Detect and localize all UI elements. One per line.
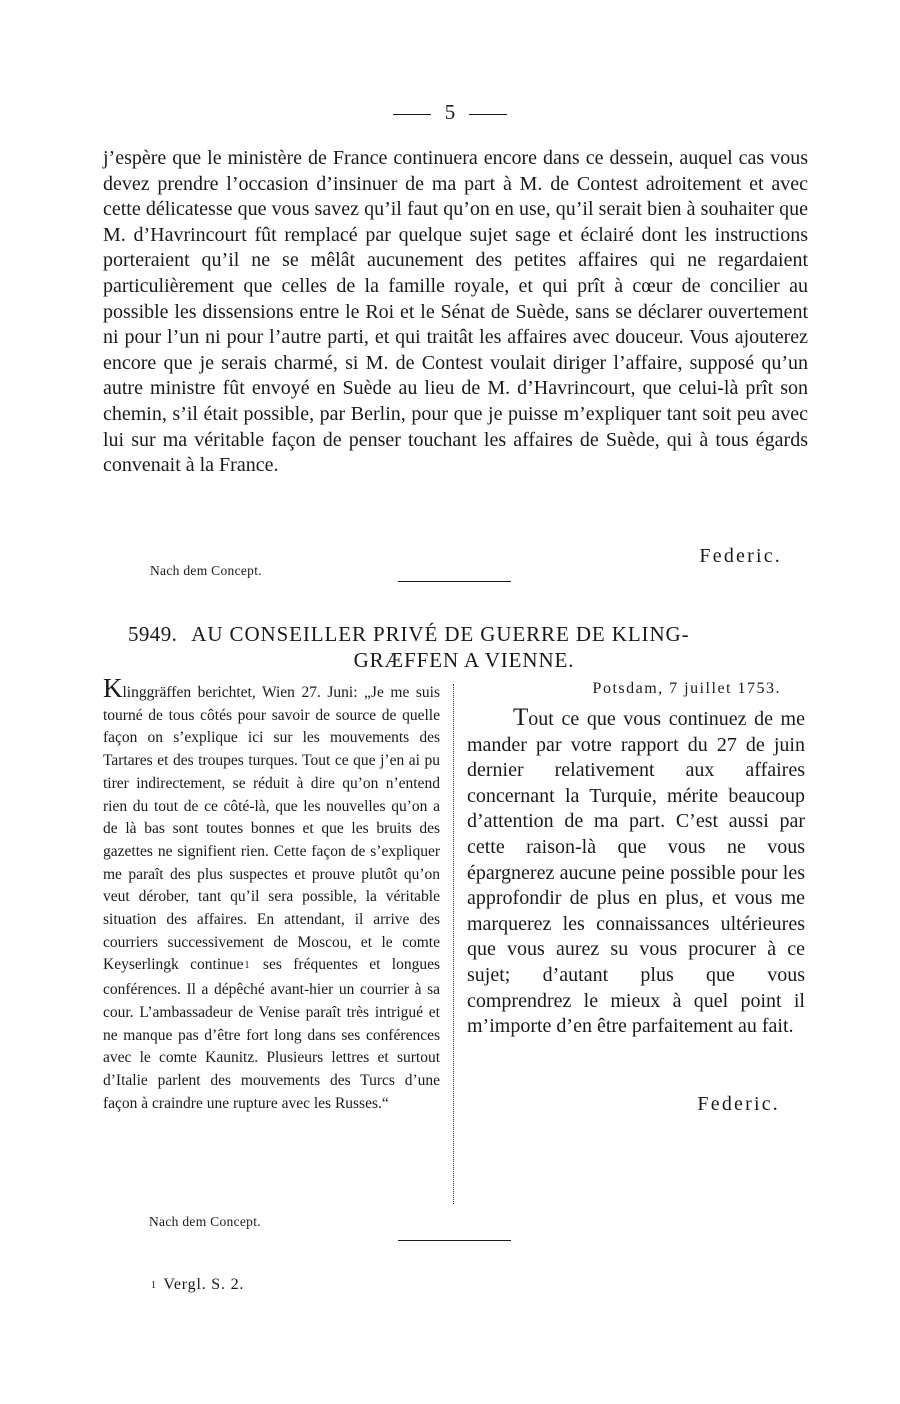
footnote-separator-rule — [398, 1240, 511, 1241]
report-drop-cap: K — [103, 673, 123, 703]
page-number-dash-left — [393, 114, 431, 115]
reply-initial: T — [513, 704, 529, 731]
document-source-note: Nach dem Concept. — [149, 1214, 261, 1229]
footnote-text: Vergl. S. 2. — [163, 1276, 245, 1293]
footnote — [150, 1276, 244, 1294]
reply-letter-column — [467, 705, 805, 1040]
report-text-part-1: linggräffen berichtet, Wien 27. Juni: „Je me suis tourné de tous côtés pour savoir de source de quelle façon on s’explique ici sur les mouvements des Tartares et des troupes turques. Tout ce que j’en ai pu tirer indirectement, se réduit à dire qu’on n’entend rien du tout de ce côté-là, que les nouvelles qu’on a de là bas sont toutes bonnes et que les bruits des gazettes ne signifient rien. Cette façon de s’expliquer me paraît des plus suspectes et prouve plutôt qu’on veut dérober, tant qu’il sera possible, la véritable situation des affaires. En attendant, il arrive des courriers successivement de Moscou, et le comte Keyserlingk continue — [103, 684, 440, 974]
column-divider — [453, 684, 454, 1204]
footnote-marker: 1 — [151, 1280, 157, 1291]
previous-letter-body: j’espère que le ministère de France continuera encore dans ce dessein, auquel cas vous devez prendre l’occasion d’insinuer de ma part à M. de Contest adroitement et avec cette délicatesse que vous savez qu’il faut qu’on en use, qu’il serait bien à souhaiter que M. d’Havrincourt fût remplacé par quelque sujet sage et éclairé dont les instructions porteraient qu’il ne se mêlât aucunement des petites affaires qui ne regardaient particulièrement que celles de la famille royale, et qui prît à cœur de concilier au possible les dissensions entre le Roi et le Sénat de Suède, sans se déclarer ouvertement ni pour l’un ni pour l’autre parti, et qui traitât les affaires avec douceur. Vous ajouterez encore que je serais charmé, si M. de Contest voulait diriger l’affaire, supposé qu’un autre ministre fût envoyé en Suède au lieu de M. d’Havrincourt, que celui-là prît son chemin, s’il était possible, par Berlin, pour que je puisse m’expliquer tant soit peu avec lui sur ma véritable façon de penser touchant les affaires de Suède, qui à tous égards convenait à la France. — [103, 147, 808, 477]
report-summary-column — [103, 673, 440, 1115]
reply-dateline: Potsdam, 7 juillet 1753. — [592, 680, 781, 697]
document-heading-line-1: AU CONSEILLER PRIVÉ DE GUERRE DE KLING- — [191, 622, 690, 646]
footnote-reference: 1 — [244, 960, 250, 972]
document-heading-line-2: GRÆFFEN A VIENNE. — [353, 648, 575, 672]
page-number-value: 5 — [444, 100, 456, 124]
report-text-part-2: ses fréquentes et longues conférences. Il a dépêché avant-hier un courrier à sa cour. L’ambassadeur de Venise paraît très intrigué et ne manque pas d’être fort long dans ses conférences avec le comte Kaunitz. Plusieurs lettres et surtout d’Italie parlent des mouvements des Turcs d’une façon à craindre une rupture avec les Russes.“ — [103, 956, 440, 1112]
previous-letter-source-note: Nach dem Concept. — [150, 563, 262, 578]
reply-letter-body: out ce que vous continuez de me mander par votre rapport du 27 de juin dernier relativement aux affaires concernant la Turquie, mérite beaucoup d’attention de ma part. C’est aussi par cette raison-là que vous ne vous épargnerez aucune peine possible pour les approfondir de plus en plus, et vous me marquerez les connaissances ultérieures que vous aurez su vous procurer à ce sujet; d’autant plus que vous comprendrez le mieux à quel point il m’importe d’en être parfaitement au fait. — [467, 708, 805, 1038]
page-number — [0, 100, 900, 125]
reply-signature: Federic. — [697, 1093, 780, 1115]
page-number-dash-right — [469, 114, 507, 115]
section-divider-rule — [398, 581, 511, 582]
document-number: 5949. — [128, 622, 178, 646]
document-heading — [128, 621, 800, 673]
previous-letter-signature: Federic. — [699, 545, 782, 567]
